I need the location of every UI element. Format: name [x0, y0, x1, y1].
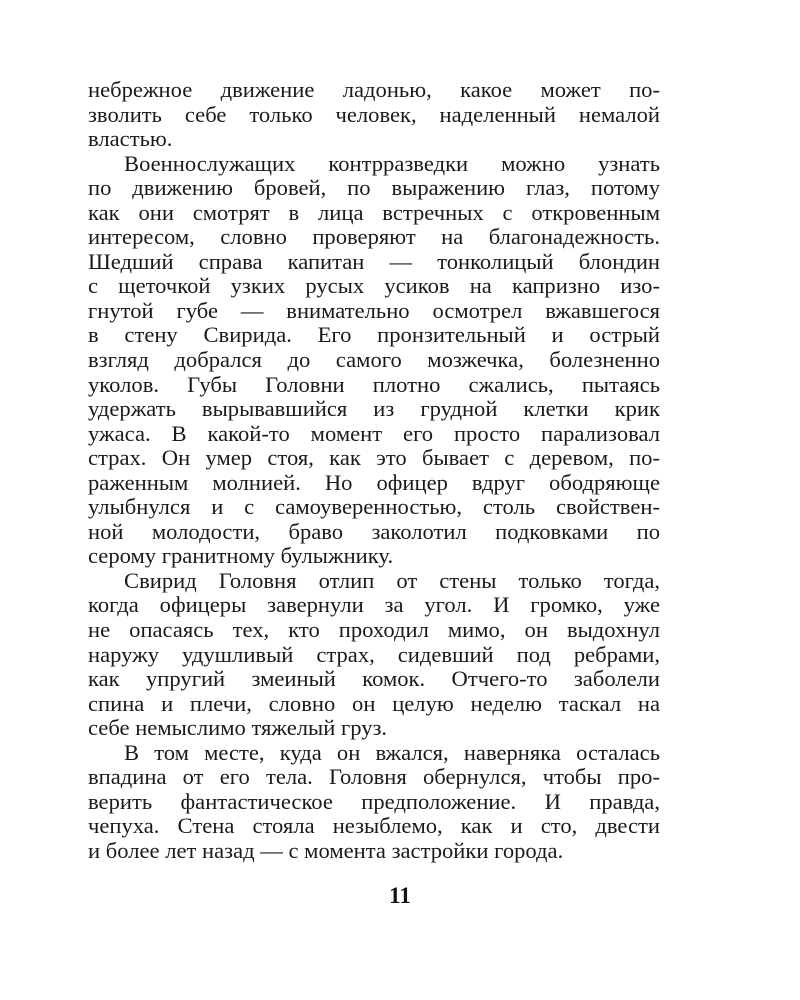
text-line: уколов. Губы Головни плотно сжались, пытаясь [88, 372, 660, 397]
paragraph [88, 741, 660, 864]
text-line: впадина от его тела. Головня обернулся, чтобы про- [88, 765, 660, 790]
text-line: спина и плечи, словно он целую неделю таскал на [88, 691, 660, 716]
text-line: зволить себе только человек, наделенный немалой [88, 102, 660, 127]
text-line: в стену Свирида. Его пронзительный и острый [88, 323, 660, 348]
paragraph [88, 78, 660, 152]
text-line: и более лет назад — с момента застройки города. [88, 838, 564, 863]
text-line: раженным молнией. Но офицер вдруг ободряюще [88, 470, 660, 495]
text-line: улыбнулся и с самоуверенностью, столь свойствен- [88, 495, 660, 520]
text-line: В том месте, куда он вжался, наверняка осталась [124, 740, 660, 765]
text-line: Военнослужащих контрразведки можно узнать [124, 151, 660, 176]
text-line: интересом, словно проверяют на благонадежность. [88, 225, 660, 250]
page-number: 11 [389, 883, 411, 908]
body-text [88, 78, 660, 864]
text-line: себе немыслимо тяжелый груз. [88, 716, 388, 741]
text-line: серому гранитному булыжнику. [88, 544, 394, 569]
text-line: ужаса. В какой-то момент его просто парализовал [88, 421, 660, 446]
text-line: когда офицеры завернули за угол. И громко, уже [88, 593, 660, 618]
text-line: ной молодости, браво заколотил подковками по [88, 519, 660, 544]
paragraph [88, 569, 660, 741]
book-page [88, 78, 660, 978]
text-line: по движению бровей, по выражению глаз, потому [88, 176, 660, 201]
text-line: не опасаясь тех, кто проходил мимо, он выдохнул [88, 618, 660, 643]
text-line: Шедший справа капитан — тонколицый блондин [88, 249, 660, 274]
text-line: как они смотрят в лица встречных с откровенным [88, 200, 660, 225]
text-line: Свирид Головня отлип от стены только тогда, [124, 568, 660, 593]
text-line: верить фантастическое предположение. И правда, [88, 789, 660, 814]
text-line: взгляд добрался до самого мозжечка, болезненно [88, 348, 660, 373]
paragraph [88, 152, 660, 569]
text-line: как упругий змеиный комок. Отчего-то заболели [88, 667, 660, 692]
text-line: чепуха. Стена стояла незыблемо, как и сто, двести [88, 814, 660, 839]
text-line: удержать вырывавшийся из грудной клетки крик [88, 397, 660, 422]
text-line: наружу удушливый страх, сидевший под ребрами, [88, 642, 660, 667]
text-line: властью. [88, 127, 173, 152]
text-line: небрежное движение ладонью, какое может по- [88, 78, 660, 102]
text-line: страх. Он умер стоя, как это бывает с деревом, по- [88, 446, 660, 471]
text-line: с щеточкой узких русых усиков на капризно изо- [88, 274, 660, 299]
text-line: гнутой губе — внимательно осмотрел вжавшегося [88, 298, 660, 323]
